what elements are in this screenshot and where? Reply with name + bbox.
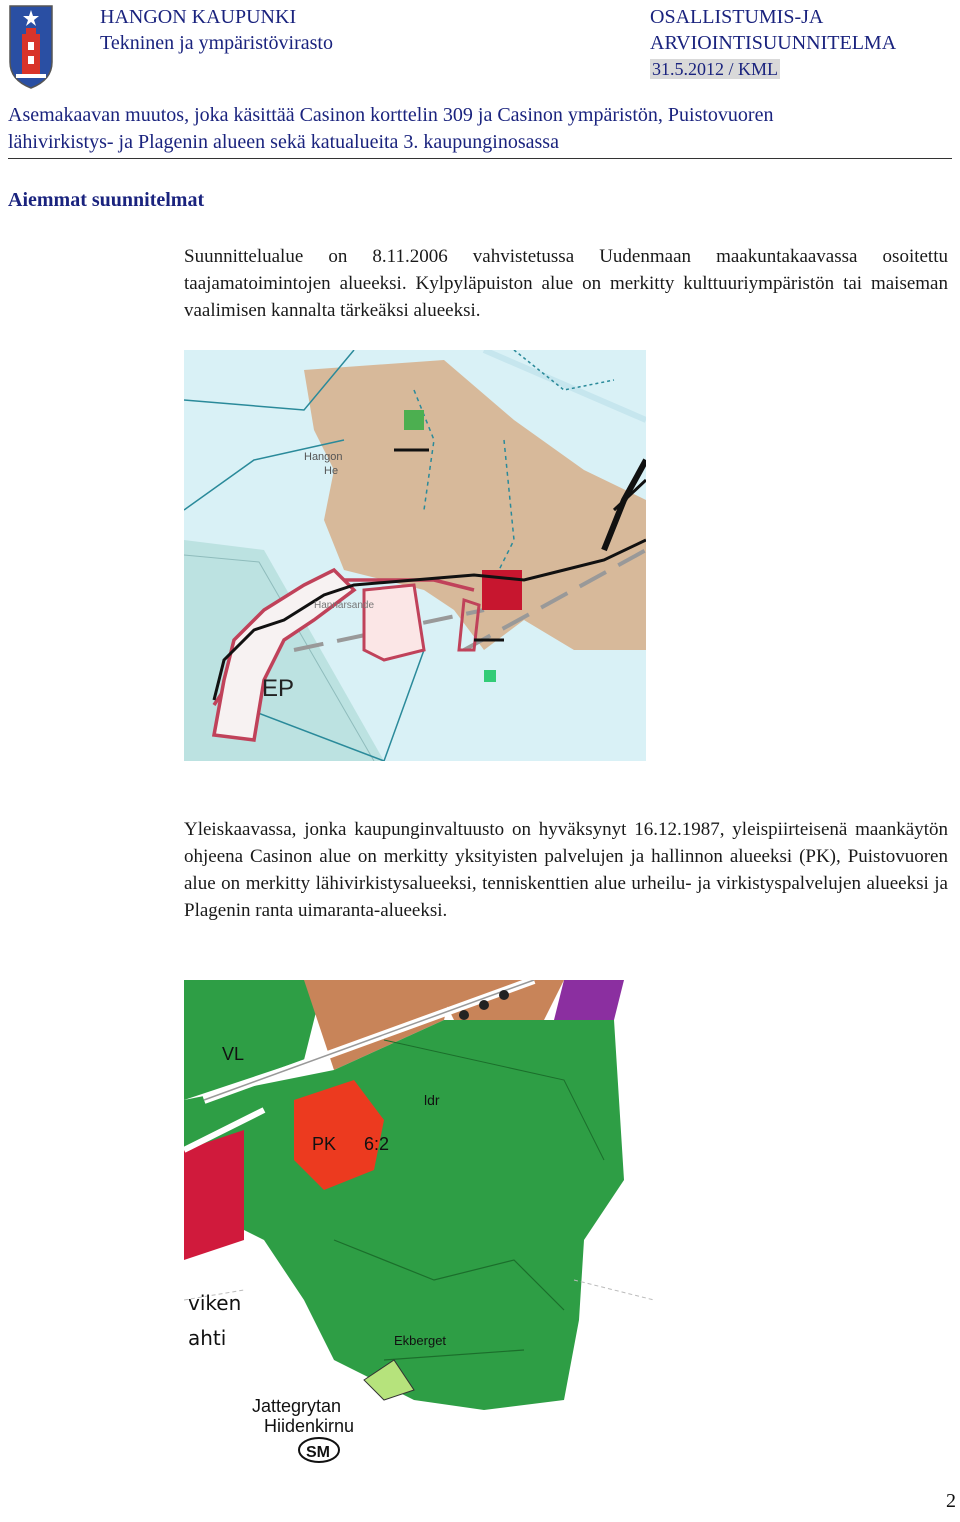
document-title-line2: lähivirkistys- ja Plagenin alueen sekä katualueita 3. kaupunginosassa — [8, 131, 559, 153]
map-label-town: Hangon — [304, 451, 343, 463]
master-plan-map — [184, 980, 654, 1480]
map-label-ekberget: Ekberget — [394, 1333, 447, 1348]
date-reference-text: 31.5.2012 / KML — [652, 59, 778, 79]
department-name: Tekninen ja ympäristövirasto — [100, 32, 333, 54]
document-type-line2: ARVIOINTISUUNNITELMA — [650, 32, 897, 54]
map-label-vl: VL — [222, 1044, 245, 1064]
map-label-jattegrytan: Jattegrytan — [252, 1396, 342, 1416]
map-label-place: Hannarsande — [314, 600, 375, 611]
map-label-lahti: ahti — [188, 1326, 227, 1350]
paragraph-master-plan: Yleiskaavassa, jonka kaupunginvaltuusto on hyväksynyt 16.12.1987, yleispiirteisenä maankäytön ohjeena Casinon alue on merkitty yksityisten palvelujen ja hallinnon alueeksi (PK), Puistovuoren alue on merkitty lähivirkistysalueeksi, tenniskenttien alue urheilu- ja virkistyspalvelujen alueeksi ja Plagenin ranta uimaranta-alueeksi. — [184, 819, 948, 921]
org-name: HANGON KAUPUNKI — [100, 6, 297, 28]
map-label-pk: PK — [312, 1134, 337, 1154]
document-title-line1: Asemakaavan muutos, joka käsittää Casinon korttelin 309 ja Casinon ympäristön, Puistovuoren — [8, 104, 774, 126]
paragraph-regional-plan: Suunnittelualue on 8.11.2006 vahvistetussa Uudenmaan maakuntakaavassa osoitettu taajamatoimintojen alueeksi. Kylpyläpuiston alue on merkitty kulttuuriympäristön tai maiseman vaalimisen kannalta tärkeäksi alueeksi. — [184, 246, 948, 321]
regional-plan-map-graphic — [184, 350, 646, 761]
section-heading: Aiemmat suunnitelmat — [8, 189, 205, 211]
map-label-ldr: ldr — [424, 1092, 440, 1108]
regional-plan-map — [184, 350, 646, 761]
map-label-viken: viken — [188, 1291, 242, 1315]
document-type-line1: OSALLISTUMIS-JA — [650, 6, 824, 28]
master-plan-map-graphic — [184, 980, 654, 1480]
hanko-coat-of-arms-logo — [8, 4, 54, 90]
map-label-code: 6:2 — [364, 1134, 390, 1154]
map-label-hiidenkirnu: Hiidenkirnu — [264, 1416, 355, 1436]
map-label-ep: EP — [262, 675, 295, 702]
map-label-sm: SM — [306, 1444, 330, 1461]
page-number: 2 — [946, 1490, 956, 1512]
date-reference — [650, 56, 780, 82]
map-label-town2: He — [324, 465, 339, 477]
document-title — [8, 102, 952, 156]
header-divider — [8, 158, 952, 159]
